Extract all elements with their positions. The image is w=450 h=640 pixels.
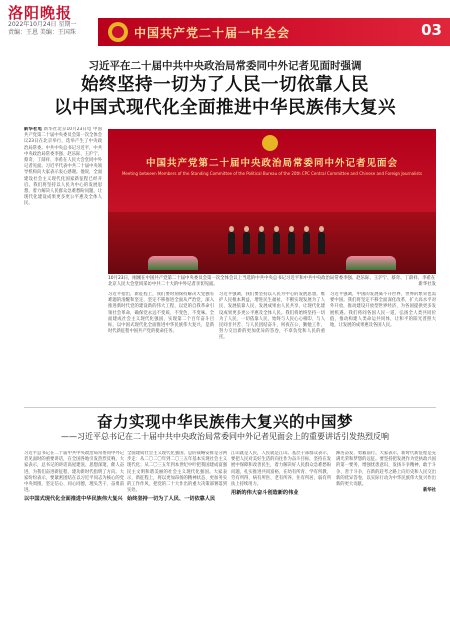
article-left-column <box>24 127 102 402</box>
section-divider <box>24 407 436 408</box>
person-figure <box>228 232 235 254</box>
article2-text-2: 全面建成社会主义现代化强国，总的战略安排是分两步走：从二〇二〇年到二〇三五年基本实现社会主义现代化；从二〇三五年到本世纪中叶把我国建成富强民主文明和谐美丽的社会主义现代化强国。大家表示，新征程上，将以更加昂扬的精神状态、更加务实的工作作风，把党的二十大作出的重大决策部署落到实处。 <box>127 451 227 494</box>
article-byline: 新华社电 <box>24 127 43 132</box>
article2-text-1: 习近平总书记在二十届中共中央政治局常委同中外记者见面时的重要讲话，在全国各地引发热烈反响。大家表示，总书记的讲话高屋建瓴、思想深邃、催人奋进，为我们奋进新征程、建功新时代指明了方向。大家纷纷表示，要紧密团结在以习近平同志为核心的党中央周围，坚定信心、同心同德，埋头苦干、奋勇前进。 <box>24 451 124 494</box>
article2-subhead-3: 用新的伟大奋斗创造新的伟业 <box>231 490 299 497</box>
article2-subhead-2: 始终坚持一切为了人民、一切依靠人民 <box>127 496 216 503</box>
article2-column-2 <box>127 451 227 634</box>
photo-caption-text: 10月23日，刚刚在中国共产党第二十届中央委员会第一次全体会议上当选的中共中央总书记习近平和中共中央政治局常委李强、赵乐际、王沪宁、蔡奇、丁薛祥、李希在北京人民大会堂同采访中共二十大的中外记者亲切见面。 <box>108 276 436 287</box>
article2-column-4 <box>336 451 436 634</box>
photo-emblem-icon <box>262 135 278 151</box>
article-headline-line2: 以中国式现代化全面推进中华民族伟大复兴 <box>54 98 396 118</box>
article2-subheadline: ——习近平总书记在二十届中共中央政治局常委同中外记者见面会上的重要讲话引发热烈反响 <box>61 432 389 441</box>
article2-text-4: 踔厉奋发、勇毅前行。大家表示，新时代新征程是充满光荣和梦想的远征。要坚持把发展作为党执政兴国的第一要务，增强忧患意识，发扬斗争精神，敢于斗争、善于斗争，在新的赶考之路上向历史和人民交出新的优异答卷，以实际行动为中华民族伟大复兴作出新的更大贡献。 <box>336 451 436 488</box>
article2-column-3 <box>231 451 331 634</box>
issue-date: 2022年10月24日 星期一 <box>8 21 77 28</box>
photo-caption <box>108 276 436 288</box>
article-column-1: 习近平指出，新征程上，我们要时刻保持解决大党独有难题的清醒和坚定，坚定不移推进全面从严治党，深入推进新时代党的建设新的伟大工程，以党的自我革命引领社会革命，确保党永远不变质、不变色、不变味。全面建成社会主义现代化强国，实现第二个百年奋斗目标，以中国式现代化全面推进中华民族伟大复兴，是新时代新征程中国共产党的使命任务。 <box>108 292 214 335</box>
person-figure <box>273 232 280 254</box>
article-column-2: 习近平强调，我们要坚持以人民为中心的发展思想，维护人民根本利益，增进民生福祉，不断实现发展为了人民、发展依靠人民、发展成果由人民共享，让现代化建设成果更多更公平惠及全体人民。我们将始终坚持一切为了人民、一切依靠人民，始终与人民心心相印、与人民同甘共苦、与人民团结奋斗，夙夜在公，勤勉工作，努力交出新的更加优异的答卷，不辜负党和人民的重托。 <box>219 292 325 341</box>
person-figure <box>288 232 295 254</box>
flower-arrangement <box>346 256 396 270</box>
masthead <box>0 0 450 48</box>
issue-editors: 责编：王恩 美编：王国珠 <box>8 29 76 36</box>
article2-text-3: 江山就是人民，人民就是江山。基层干部群众表示，要把人民对美好生活的向往作为奋斗目标，坚持在发展中保障和改善民生，着力解决好人民群众急难愁盼问题，扎实推进共同富裕，在幼有所育、学有所教、劳有所得、病有所医、老有所养、住有所居、弱有所扶上持续用力。 <box>231 451 331 488</box>
photo-backdrop-title: 中国共产党第二十届中央政治局常委同中外记者见面会 <box>145 158 398 169</box>
photo-credit: 新华社发 <box>418 282 436 287</box>
page-number: 03 <box>421 21 442 39</box>
person-figure <box>303 232 310 254</box>
section-title: 中国共产党二十届一中全会 <box>134 26 291 40</box>
flower-arrangement <box>148 256 198 270</box>
article-left-text: 新华社北京10月23日电 中国共产党第二十届中央委员会第一次全体会议23日在北京举行，选举产生了中央政治局常委。中共中央总书记习近平，中共中央政治局常委李强、赵乐际、王沪宁、蔡奇、丁薛祥、李希在人民大会堂同中外记者见面。习近平代表中共二十届中央领导机构向大家表示衷心感谢。他说，全面建设社会主义现代化国家新征程已经开启。我们将坚持以人民为中心的发展思想，着力解决人民群众急难愁盼问题，让现代化建设成果更多更公平惠及全体人民。 <box>24 127 102 207</box>
article2-subhead-1: 以中国式现代化全面推进中华民族伟大复兴 <box>24 496 123 503</box>
photo-backdrop-subtitle: Meeting between Members of the Standing Committee of the Political Bureau of the 20th CPC Central Committee and Chinese and Foreign Journalists <box>121 171 423 176</box>
person-figure <box>258 232 265 254</box>
article2-headline: 奋力实现中华民族伟大复兴的中国梦 <box>96 413 353 431</box>
article-kicker: 习近平在二十届中共中央政治局常委同中外记者见面时强调 <box>88 60 362 72</box>
article2-signoff: 新华社 <box>423 488 436 494</box>
person-figure <box>318 232 325 254</box>
article-column-3: 习近平强调，中国的发展离不开世界，世界的繁荣也需要中国。我们将坚定不移全面深化改革，扩大高水平对外开放，推动建设开放型世界经济，为各国提供更多发展机遇。我们将同各国人民一道，弘扬全人类共同价值，推动构建人类命运共同体，让和平的阳光普照大地，让发展的成果惠及各国人民。 <box>330 292 436 329</box>
person-figure <box>243 232 250 254</box>
newspaper-logo: 洛阳晚报 <box>8 4 73 22</box>
party-emblem-icon <box>108 22 128 42</box>
issue-info <box>8 21 76 37</box>
article-headline-line1: 始终坚持一切为了人民一切依靠人民 <box>81 75 369 95</box>
photo-stage <box>108 212 436 274</box>
news-photo <box>108 129 436 274</box>
article2-column-1 <box>24 451 124 634</box>
